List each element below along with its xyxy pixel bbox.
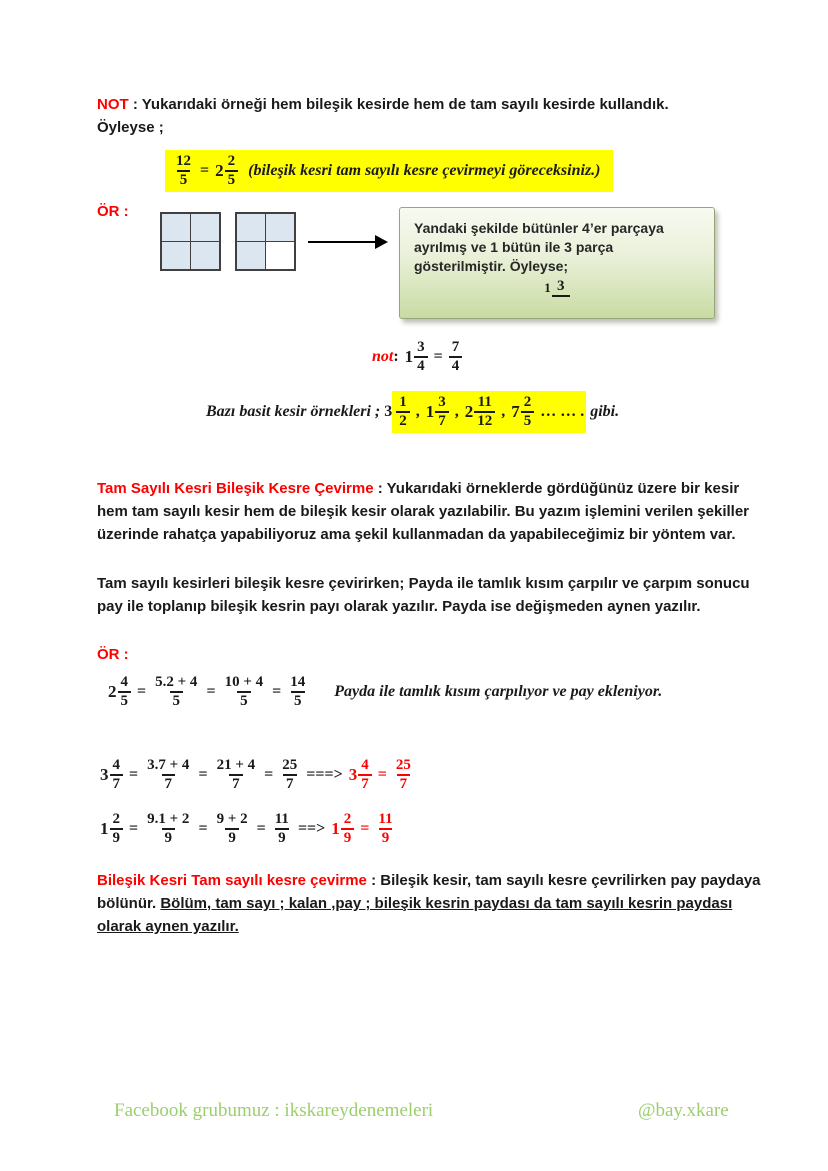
fraction-stack (144, 811, 192, 847)
fraction-stack (110, 811, 124, 847)
fraction (279, 757, 300, 793)
not-equation (372, 339, 464, 375)
fraction-stack (225, 153, 239, 189)
math-text: Bazı basit kesir örnekleri ; (206, 403, 385, 420)
denominator: 7 (229, 774, 243, 793)
numerator: 2 (227, 153, 236, 169)
numerator: 9 + 2 (216, 811, 248, 827)
numerator: 9.1 + 2 (147, 811, 190, 827)
denominator: 5 (170, 691, 184, 710)
fraction-stack (474, 394, 495, 430)
numerator: 21 + 4 (216, 757, 256, 773)
note-label: NOT (97, 96, 129, 113)
section2-underlined: Bölüm, tam sayı ; kalan ,pay ; bileşik kesrin paydası da tam sayılı kesrin paydası olarak aynen yazılır. (97, 895, 733, 935)
footer-handle: @bay.xkare (638, 1100, 729, 1121)
fraction (215, 153, 238, 189)
numerator: 10 + 4 (224, 674, 264, 690)
whole-number: 2 (215, 161, 224, 180)
callout-fraction (414, 278, 700, 297)
whole-number: 1 (404, 347, 414, 366)
numerator: 14 (290, 674, 306, 690)
fraction-stack (435, 394, 449, 430)
fraction (214, 811, 251, 847)
denominator: 7 (435, 411, 449, 430)
fraction (100, 811, 123, 847)
denominator: 5 (291, 691, 305, 710)
math-text: = (252, 820, 270, 837)
denominator: 5 (225, 170, 239, 189)
fraction-stack (393, 757, 414, 793)
note-text: Yukarıdaki örneği hem bileşik kesirde hem de tam sayılı kesirde kullandık. (141, 96, 669, 113)
fraction (108, 674, 131, 710)
denominator: 9 (162, 828, 176, 847)
shaded-cell (266, 214, 294, 241)
math-text (240, 162, 248, 180)
whole-number: 3 (100, 765, 109, 784)
whole-number: 1 (425, 402, 435, 421)
fraction-stack (144, 757, 192, 793)
arrow-head (375, 235, 388, 249)
note-paragraph (97, 93, 752, 139)
fraction (393, 757, 414, 793)
equation-line-2 (98, 757, 416, 793)
numerator: 2 (523, 394, 532, 410)
fraction-stack (222, 674, 267, 710)
fraction (287, 674, 308, 710)
method-paragraph: Tam sayılı kesirleri bileşik kesre çevirirken; Payda ile tamlık kısım çarpılır ve çarpım sonucu pay ile toplanıp bileşik kesrin payı olarak yazılır. Payda ise değişmeden aynen yazılır. (97, 575, 750, 615)
math-text: , (411, 403, 424, 420)
footer-facebook-group: Facebook grubumuz : ikskareydenemeleri (114, 1100, 434, 1121)
math-text: = (268, 683, 286, 700)
numerator: 11 (378, 811, 393, 827)
fraction (544, 278, 570, 297)
denominator: 4 (449, 356, 463, 375)
section2-body: Bileşik kesir, tam sayılı kesre çevrilirken pay paydaya bölünür. (97, 872, 761, 912)
math-text: = (125, 820, 143, 837)
fraction (511, 394, 534, 430)
numerator: 4 (120, 674, 128, 690)
section1-heading: Tam Sayılı Kesri Bileşik Kesre Çevirme (97, 480, 374, 497)
fraction-stack (110, 757, 124, 793)
arrow-shaft (308, 241, 378, 243)
whole-number: 1 (544, 280, 551, 295)
fraction (222, 674, 267, 710)
numerator: 2 (343, 811, 352, 827)
fraction-stack (521, 394, 535, 430)
section1-body: Yukarıdaki örneklerde gördüğünüz üzere bir kesir hem tam sayılı kesir hem de bileşik kesir olarak yazılabilir. Bu yazım işlemini verilen şekiller üzerinde rahatça yapabiliyoruz ama şekil kullanmadan da yapabileceğimiz bir yöntem var. (97, 480, 750, 543)
fraction-stack (272, 811, 292, 847)
whole-number: 1 (331, 819, 340, 838)
shaded-cell (162, 242, 190, 269)
math-text: = (194, 766, 212, 783)
denominator: 9 (379, 828, 393, 847)
fraction-stack (396, 394, 410, 430)
fraction (349, 757, 372, 793)
fraction (331, 811, 354, 847)
whole-number: 2 (108, 682, 117, 701)
section1-paragraph (97, 477, 759, 546)
note-separator: : (128, 96, 142, 113)
callout-text: Yandaki şekilde bütünler 4’er parçaya ayrılmış ve 1 bütün ile 3 parça gösterilmiştir. Öyleyse; (414, 220, 664, 274)
simple-fraction-examples (206, 391, 619, 433)
shaded-cell (191, 242, 219, 269)
denominator: 7 (110, 774, 124, 793)
section1-separator: : (373, 480, 387, 497)
fraction (449, 339, 463, 375)
denominator: 7 (283, 774, 297, 793)
fraction-grid-whole (160, 212, 221, 271)
result-red (329, 811, 397, 847)
fraction (173, 153, 194, 189)
denominator: 7 (162, 774, 176, 793)
section2-heading: Bileşik Kesri Tam sayılı kesre çevirme (97, 872, 367, 889)
math-text: = (133, 683, 151, 700)
math-text: = (429, 348, 447, 365)
denominator (552, 295, 570, 297)
denominator: 5 (118, 691, 132, 710)
fraction (405, 339, 428, 375)
whole-number: 7 (511, 402, 520, 421)
denominator: 7 (397, 774, 411, 793)
fraction-stack (358, 757, 372, 793)
section2-separator: : (366, 872, 381, 889)
math-text: , (450, 403, 463, 420)
whole-number: 2 (464, 402, 474, 421)
numerator: 25 (282, 757, 298, 773)
shaded-cell (237, 242, 265, 269)
fraction-stack (152, 674, 200, 710)
numerator: 3 (557, 278, 565, 294)
fraction-stack (279, 757, 300, 793)
numerator: 3 (417, 339, 425, 355)
fraction (465, 394, 496, 430)
fraction (396, 394, 410, 430)
numerator: 7 (451, 339, 460, 355)
denominator: 5 (237, 691, 251, 710)
math-text: Payda ile tamlık kısım çarpılıyor ve pay ekleniyor. (334, 683, 663, 700)
fraction-stack (118, 674, 132, 710)
denominator: 9 (225, 828, 239, 847)
math-text: : (393, 348, 403, 365)
denominator: 5 (521, 411, 535, 430)
fraction (272, 811, 292, 847)
right-arrow-icon (308, 234, 388, 250)
numerator: 12 (176, 153, 191, 169)
fraction-stack (552, 278, 570, 297)
math-text: = (194, 820, 212, 837)
shaded-cell (162, 214, 190, 241)
denominator: 12 (474, 411, 495, 430)
math-text: = (356, 820, 374, 837)
section2-paragraph (97, 869, 765, 938)
fraction-stack (449, 339, 463, 375)
whole-number: 3 (348, 765, 358, 784)
denominator: 7 (358, 774, 372, 793)
numerator: 3 (438, 394, 446, 410)
fraction (152, 674, 200, 710)
shaded-cell (191, 214, 219, 241)
fraction-stack (214, 757, 259, 793)
math-text: = (196, 162, 214, 179)
math-text: … … . (536, 403, 585, 420)
denominator: 5 (177, 170, 191, 189)
fraction (100, 757, 123, 793)
equation-line-3 (98, 811, 398, 847)
numerator: 3.7 + 4 (147, 757, 190, 773)
fraction (144, 757, 192, 793)
fraction (426, 394, 449, 430)
fraction (214, 757, 259, 793)
math-text: not (372, 348, 394, 365)
numerator: 11 (274, 811, 289, 827)
fraction-grid-partial (235, 212, 296, 271)
shaded-cell (237, 214, 265, 241)
numerator: 25 (395, 757, 411, 773)
note-line2: Öyleyse ; (97, 119, 164, 136)
math-text: = (125, 766, 143, 783)
denominator: 4 (414, 356, 428, 375)
numerator: 2 (112, 811, 120, 827)
fraction (375, 811, 395, 847)
callout-box (399, 207, 715, 319)
fraction-stack (287, 674, 308, 710)
math-text: = (260, 766, 278, 783)
fraction-stack (173, 153, 194, 189)
numerator: 1 (399, 394, 407, 410)
denominator: 9 (110, 828, 124, 847)
math-text: (bileşik kesri tam sayılı kesre çevirmeyi göreceksiniz.) (248, 162, 601, 179)
highlighted-formula (165, 150, 613, 192)
math-text: , (497, 403, 510, 420)
math-text: ===> (302, 766, 347, 783)
math-text: = (373, 766, 391, 783)
numerator: 5.2 + 4 (155, 674, 198, 690)
fraction-stack (214, 811, 251, 847)
result-red (347, 757, 416, 793)
example-label-2: ÖR : (97, 646, 129, 663)
numerator: 11 (477, 394, 492, 410)
math-text: = (202, 683, 220, 700)
fraction-stack (375, 811, 395, 847)
fraction-stack (414, 339, 428, 375)
math-text: ==> (293, 820, 330, 837)
fraction (144, 811, 192, 847)
example-label-1: ÖR : (97, 203, 129, 220)
denominator: 9 (341, 828, 355, 847)
denominator: 9 (275, 828, 289, 847)
math-text: gibi. (586, 403, 620, 420)
fraction-stack (341, 811, 355, 847)
denominator: 2 (396, 411, 410, 430)
numerator: 4 (112, 757, 120, 773)
math-text: 3 (384, 403, 393, 420)
highlighted-fractions (392, 391, 586, 433)
whole-number: 1 (100, 819, 109, 838)
numerator: 4 (361, 757, 369, 773)
equation-line-1 (106, 674, 662, 710)
empty-cell (266, 242, 294, 269)
